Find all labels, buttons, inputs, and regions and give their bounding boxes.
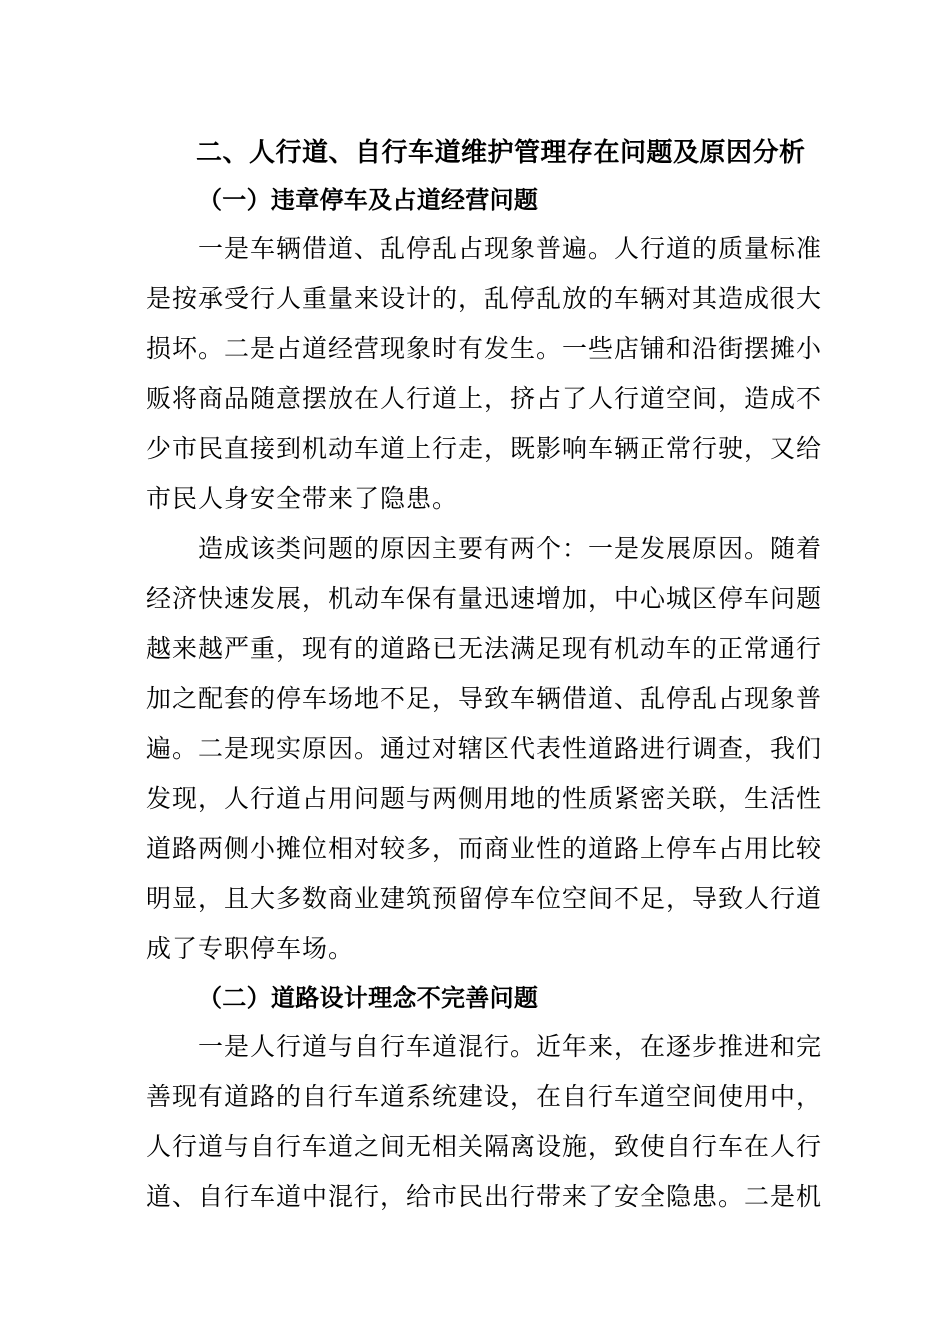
text-line: 发现，人行道占用问题与两侧用地的性质紧密关联，生活性 (146, 784, 823, 813)
text-line: 人行道与自行车道之间无相关隔离设施，致使自行车在人行 (146, 1132, 823, 1161)
section-title: 二、人行道、自行车道维护管理存在问题及原因分析 (196, 138, 806, 168)
text-line: 成了专职停车场。 (146, 934, 355, 963)
text-line: 越来越严重，现有的道路已无法满足现有机动车的正常通行 (146, 634, 823, 663)
text-line: 加之配套的停车场地不足，导致车辆借道、乱停乱占现象普 (146, 684, 823, 713)
subsection-title-2: （二）道路设计理念不完善问题 (198, 984, 539, 1012)
text-line: 造成该类问题的原因主要有两个：一是发展原因。随着 (198, 534, 823, 563)
text-line: 一是车辆借道、乱停乱占现象普遍。人行道的质量标准 (198, 234, 823, 263)
paragraph-design-1 (146, 1022, 823, 1222)
text-line: 损坏。二是占道经营现象时有发生。一些店铺和沿街摆摊小 (146, 334, 823, 363)
subsection-title-1: （一）违章停车及占道经营问题 (198, 186, 539, 214)
paragraph-violation-causes (146, 524, 823, 974)
text-line: 一是人行道与自行车道混行。近年来，在逐步推进和完 (198, 1032, 823, 1061)
text-line: 是按承受行人重量来设计的，乱停乱放的车辆对其造成很大 (146, 284, 823, 313)
paragraph-violation-1 (146, 224, 823, 524)
text-line: 道路两侧小摊位相对较多，而商业性的道路上停车占用比较 (146, 834, 823, 863)
text-line: 少市民直接到机动车道上行走，既影响车辆正常行驶，又给 (146, 434, 823, 463)
text-line: 贩将商品随意摆放在人行道上，挤占了人行道空间，造成不 (146, 384, 823, 413)
text-line: 明显，且大多数商业建筑预留停车位空间不足，导致人行道 (146, 884, 823, 913)
text-line: 遍。二是现实原因。通过对辖区代表性道路进行调查，我们 (146, 734, 823, 763)
text-line: 道、自行车道中混行，给市民出行带来了安全隐患。二是机 (146, 1182, 823, 1211)
text-line: 善现有道路的自行车道系统建设，在自行车道空间使用中， (146, 1082, 823, 1111)
text-line: 经济快速发展，机动车保有量迅速增加，中心城区停车问题 (146, 584, 823, 613)
text-line: 市民人身安全带来了隐患。 (146, 484, 459, 513)
